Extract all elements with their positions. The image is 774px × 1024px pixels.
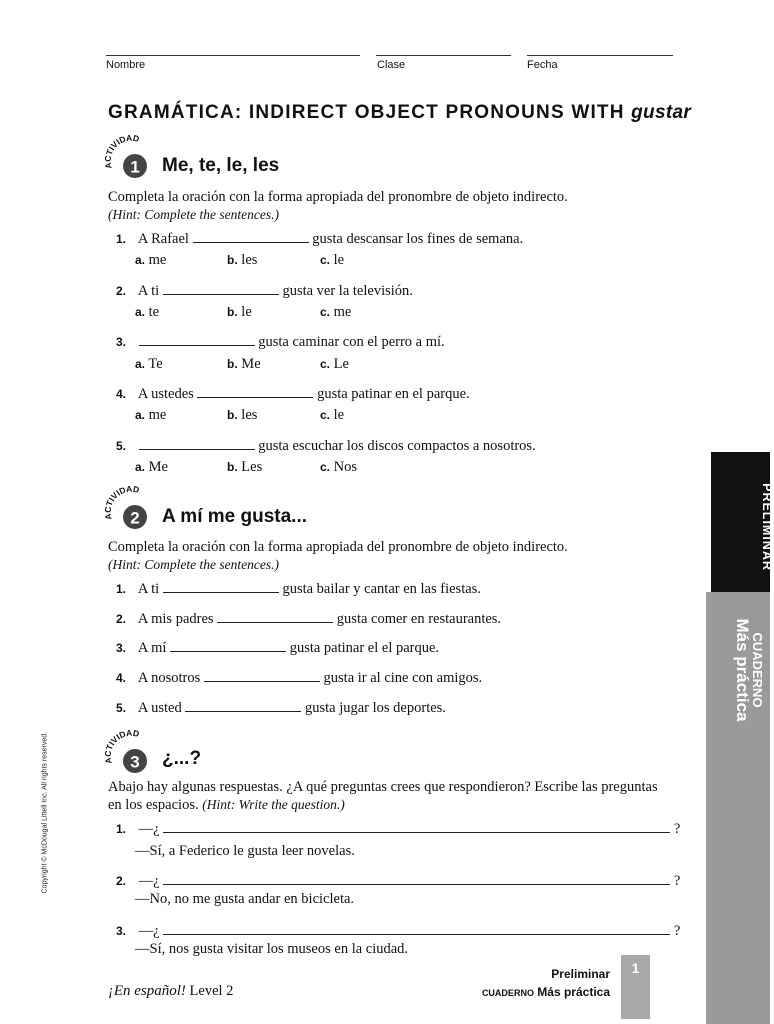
question-close: ? xyxy=(673,923,681,939)
option-a[interactable]: a. Te xyxy=(135,356,163,372)
question-after: gusta comer en restaurantes. xyxy=(336,611,502,627)
answer-blank[interactable] xyxy=(139,437,255,450)
actividad-3-instruction-text: Abajo hay algunas respuestas. ¿A qué preguntas crees que respondieron? Escribe las preguntas en los espacios. xyxy=(108,779,658,813)
footer-level: Level 2 xyxy=(189,983,234,999)
option-b[interactable]: b. le xyxy=(227,304,252,320)
question-open: —¿ xyxy=(138,873,160,889)
actividad-1-instruction-text: Completa la oración con la forma apropiada del pronombre de objeto indirecto. xyxy=(108,189,568,205)
act1-question-3 xyxy=(116,333,445,351)
question-after: gusta jugar los deportes. xyxy=(304,700,446,716)
answer-blank[interactable] xyxy=(163,282,279,295)
actividad-2-badge xyxy=(102,485,154,537)
act2-question-3 xyxy=(116,639,439,657)
answer-blank[interactable] xyxy=(170,639,286,652)
question-before: A mí xyxy=(137,640,167,656)
question-before: A mis padres xyxy=(137,611,214,627)
answer-blank[interactable] xyxy=(163,580,279,593)
question-after: gusta patinar el el parque. xyxy=(289,640,440,656)
option-c[interactable]: c. Nos xyxy=(320,459,358,475)
act3-answer-3: —Sí, nos gusta visitar los museos en la ciudad. xyxy=(135,941,409,957)
option-c[interactable]: c. me xyxy=(320,304,352,320)
page-number: 1 xyxy=(631,960,640,976)
actividad-2-hint: (Hint: Complete the sentences.) xyxy=(108,557,279,572)
question-number: 4. xyxy=(116,671,127,685)
nombre-label: Nombre xyxy=(106,59,146,71)
actividad-1-number: 1 xyxy=(130,157,140,177)
act1-question-2 xyxy=(116,282,413,300)
page-title-italic: gustar xyxy=(631,102,692,123)
clase-line[interactable] xyxy=(376,55,511,56)
actividad-3-hint: (Hint: Write the question.) xyxy=(202,797,345,812)
act2-question-1 xyxy=(116,580,481,598)
actividad-3-instructions xyxy=(108,779,668,814)
question-after: gusta ver la televisión. xyxy=(282,283,413,299)
question-number: 3. xyxy=(116,924,127,938)
question-number: 1. xyxy=(116,582,127,596)
question-number: 2. xyxy=(116,874,127,888)
question-after: gusta caminar con el perro a mí. xyxy=(258,334,445,350)
act2-question-5 xyxy=(116,699,446,717)
question-after: gusta escuchar los discos compactos a nosotros. xyxy=(258,438,536,454)
question-blank[interactable] xyxy=(163,820,670,833)
question-number: 1. xyxy=(116,822,127,836)
question-open: —¿ xyxy=(138,923,160,939)
act2-question-2 xyxy=(116,610,501,628)
actividad-1-hint: (Hint: Complete the sentences.) xyxy=(108,207,279,222)
question-before: A usted xyxy=(137,700,182,716)
actividad-3-badge-label: ACTIVIDAD xyxy=(102,729,141,765)
actividad-2-instruction-text: Completa la oración con la forma apropiada del pronombre de objeto indirecto. xyxy=(108,539,568,555)
actividad-2-badge-label: ACTIVIDAD xyxy=(102,485,141,521)
actividad-1-badge-label: ACTIVIDAD xyxy=(102,134,141,170)
act3-question-1 xyxy=(116,820,680,838)
option-b[interactable]: b. les xyxy=(227,407,258,423)
question-number: 3. xyxy=(116,335,127,349)
question-before: A ti xyxy=(137,283,160,299)
act3-answer-1: —Sí, a Federico le gusta leer novelas. xyxy=(135,843,355,859)
page-title xyxy=(108,102,691,124)
copyright-notice: Copyright © McDougal Littell Inc. All rights reserved. xyxy=(41,731,49,894)
question-blank[interactable] xyxy=(163,872,670,885)
question-number: 5. xyxy=(116,439,127,453)
side-tab-book-label xyxy=(735,610,765,730)
actividad-2-title: A mí me gusta... xyxy=(162,506,307,527)
actividad-1-badge xyxy=(102,134,154,186)
act3-question-2 xyxy=(116,872,680,890)
fecha-line[interactable] xyxy=(527,55,673,56)
question-before: A ustedes xyxy=(137,386,194,402)
question-after: gusta bailar y cantar en las fiestas. xyxy=(282,581,481,597)
side-tab-mas-practica: Más práctica xyxy=(733,618,752,722)
actividad-3-number: 3 xyxy=(130,752,140,772)
option-c[interactable]: c. le xyxy=(320,407,345,423)
actividad-2-instructions xyxy=(108,539,668,573)
actividad-2-number: 2 xyxy=(130,508,140,528)
actividad-1-title: Me, te, le, les xyxy=(162,155,280,176)
question-blank[interactable] xyxy=(163,922,670,935)
question-number: 2. xyxy=(116,612,127,626)
side-tab-section-label: PRELIMINAR xyxy=(760,483,774,571)
act1-question-4 xyxy=(116,385,470,403)
footer-unit: Preliminar xyxy=(551,967,610,981)
side-tab-cuaderno: CUADERNO xyxy=(750,632,765,708)
question-open: —¿ xyxy=(138,821,160,837)
answer-blank[interactable] xyxy=(185,699,301,712)
answer-blank[interactable] xyxy=(193,230,309,243)
question-before: A nosotros xyxy=(137,670,201,686)
act1-question-1 xyxy=(116,230,523,248)
nombre-line[interactable] xyxy=(106,55,360,56)
page-title-main: GRAMÁTICA: INDIRECT OBJECT PRONOUNS WITH xyxy=(108,102,632,123)
question-before: A ti xyxy=(137,581,160,597)
option-b[interactable]: b. Les xyxy=(227,459,263,475)
question-number: 5. xyxy=(116,701,127,715)
question-number: 1. xyxy=(116,232,127,246)
fecha-label: Fecha xyxy=(527,59,558,71)
answer-blank[interactable] xyxy=(217,610,333,623)
act3-question-3 xyxy=(116,922,680,940)
answer-blank[interactable] xyxy=(204,669,320,682)
clase-label: Clase xyxy=(377,59,406,71)
question-number: 2. xyxy=(116,284,127,298)
question-before: A Rafael xyxy=(137,231,189,247)
footer-book-title xyxy=(108,983,233,1000)
actividad-1-instructions xyxy=(108,189,668,223)
actividad-3-title: ¿...? xyxy=(162,748,202,769)
footer-book-name: ¡En español! xyxy=(108,983,186,999)
question-number: 3. xyxy=(116,641,127,655)
option-b[interactable]: b. les xyxy=(227,252,258,268)
option-c[interactable]: c. le xyxy=(320,252,345,268)
answer-blank[interactable] xyxy=(197,385,313,398)
footer-section xyxy=(482,965,610,1002)
act1-question-5 xyxy=(116,437,536,455)
question-after: gusta ir al cine con amigos. xyxy=(323,670,483,686)
option-a[interactable]: a. te xyxy=(135,304,160,320)
footer-practica: Más práctica xyxy=(537,985,610,999)
question-after: gusta patinar en el parque. xyxy=(317,386,470,402)
actividad-3-badge xyxy=(102,729,154,781)
option-a[interactable]: a. Me xyxy=(135,459,168,475)
question-number: 4. xyxy=(116,387,127,401)
question-close: ? xyxy=(673,821,681,837)
answer-blank[interactable] xyxy=(139,333,255,346)
question-close: ? xyxy=(673,873,681,889)
act2-question-4 xyxy=(116,669,482,687)
question-after: gusta descansar los fines de semana. xyxy=(312,231,524,247)
option-b[interactable]: b. Me xyxy=(227,356,261,372)
act3-answer-2: —No, no me gusta andar en bicicleta. xyxy=(135,891,355,907)
option-c[interactable]: c. Le xyxy=(320,356,349,372)
option-a[interactable]: a. me xyxy=(135,407,167,423)
footer-cuaderno: CUADERNO xyxy=(481,988,534,998)
option-a[interactable]: a. me xyxy=(135,252,167,268)
